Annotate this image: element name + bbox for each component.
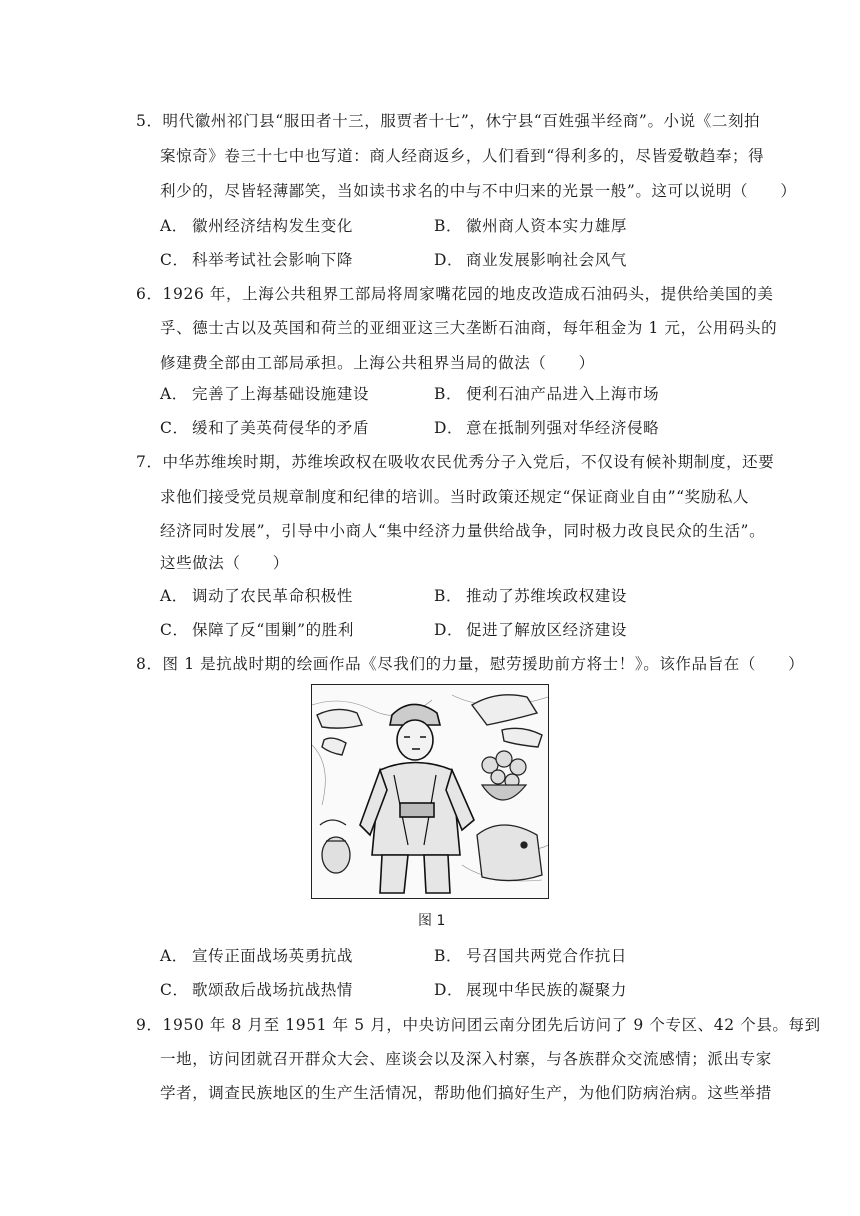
option-letter: A． [160,587,188,605]
option-c[interactable] [160,250,353,270]
option-a[interactable] [160,384,369,404]
option-letter: A． [160,385,188,403]
option-letter: A． [160,947,188,965]
question-stem-line: 案惊奇》卷三十七中也写道：商人经商返乡，人们看到“得利多的，尽皆爱敬趋奉；得 [160,147,765,165]
question-stem-line: 学者，调查民族地区的生产生活情况，帮助他们搞好生产，为他们防病治病。这些举措 [160,1084,772,1102]
option-letter: C． [160,621,189,639]
option-text: 歌颂敌后战场抗战热情 [192,981,354,999]
option-d[interactable] [434,980,627,1000]
question-stem-line: 9．1950 年 8 月至 1951 年 5 月，中央访问团云南分团先后访问了 9 个专区、42 个县。每到 [136,1016,821,1034]
question-stem-line: 一地，访问团就召开群众大会、座谈会以及深入村寨，与各族群众交流感情；派出专家 [160,1050,772,1068]
option-text: 徽州商人资本实力雄厚 [466,217,628,235]
question-stem-line: 利少的，尽皆轻薄鄙笑，当如读书求名的中与不中归来的光景一般”。这可以说明（ ） [160,182,797,200]
option-letter: C． [160,251,189,269]
option-letter: D． [434,981,464,999]
option-letter: B． [434,385,463,403]
option-text: 完善了上海基础设施建设 [192,385,370,403]
question-stem-line: 6．1926 年，上海公共租界工部局将周家嘴花园的地皮改造成石油码头，提供给美国的美 [136,285,774,303]
option-text: 推动了苏维埃政权建设 [466,587,628,605]
option-b[interactable] [434,586,627,606]
option-a[interactable] [160,216,353,236]
option-b[interactable] [434,946,627,966]
question-stem-line: 8．图 1 是抗战时期的绘画作品《尽我们的力量，慰劳援助前方将士！》。该作品旨在（ ） [136,655,805,673]
option-c[interactable] [160,418,369,438]
option-d[interactable] [434,620,627,640]
option-text: 调动了农民革命积极性 [192,587,354,605]
option-letter: A． [160,217,188,235]
question-stem-line: 修建费全部由工部局承担。上海公共租界当局的做法（ ） [160,354,595,372]
wartime-poster-illustration [311,684,549,899]
option-b[interactable] [434,384,659,404]
question-stem-line: 7．中华苏维埃时期，苏维埃政权在吸收农民优秀分子入党后，不仅设有候补期制度，还要 [136,453,775,471]
option-a[interactable] [160,946,353,966]
option-letter: B． [434,587,463,605]
question-stem-line: 5．明代徽州祁门县“服田者十三，服贾者十七”，休宁县“百姓强半经商”。小说《二刻拍 [136,112,761,130]
option-letter: D． [434,251,464,269]
option-text: 保障了反“围剿”的胜利 [192,621,354,639]
option-text: 便利石油产品进入上海市场 [466,385,660,403]
figure-caption: 图 1 [418,913,446,929]
option-text: 宣传正面战场英勇抗战 [192,947,354,965]
option-letter: B． [434,217,463,235]
option-b[interactable] [434,216,627,236]
option-d[interactable] [434,250,627,270]
option-a[interactable] [160,586,353,606]
option-letter: D． [434,419,464,437]
option-letter: B． [434,947,463,965]
option-text: 促进了解放区经济建设 [466,621,628,639]
question-stem-line: 这些做法（ ） [160,554,289,572]
option-text: 意在抵制列强对华经济侵略 [466,419,660,437]
option-text: 号召国共两党合作抗日 [466,947,628,965]
option-d[interactable] [434,418,659,438]
option-letter: C． [160,419,189,437]
option-c[interactable] [160,620,354,640]
option-letter: D． [434,621,464,639]
option-text: 徽州经济结构发生变化 [192,217,354,235]
option-text: 展现中华民族的凝聚力 [466,981,628,999]
option-text: 缓和了美英荷侵华的矛盾 [192,419,370,437]
poster-drawing [312,685,548,898]
option-c[interactable] [160,980,353,1000]
question-stem-line: 孚、德士古以及英国和荷兰的亚细亚这三大垄断石油商，每年租金为 1 元，公用码头的 [160,319,778,337]
option-text: 商业发展影响社会风气 [466,251,628,269]
question-stem-line: 经济同时发展”，引导中小商人“集中经济力量供给战争，同时极力改良民众的生活”。 [160,522,766,540]
option-letter: C． [160,981,189,999]
option-text: 科举考试社会影响下降 [192,251,354,269]
question-stem-line: 求他们接受党员规章制度和纪律的培训。当时政策还规定“保证商业自由”“奖励私人 [160,488,750,506]
